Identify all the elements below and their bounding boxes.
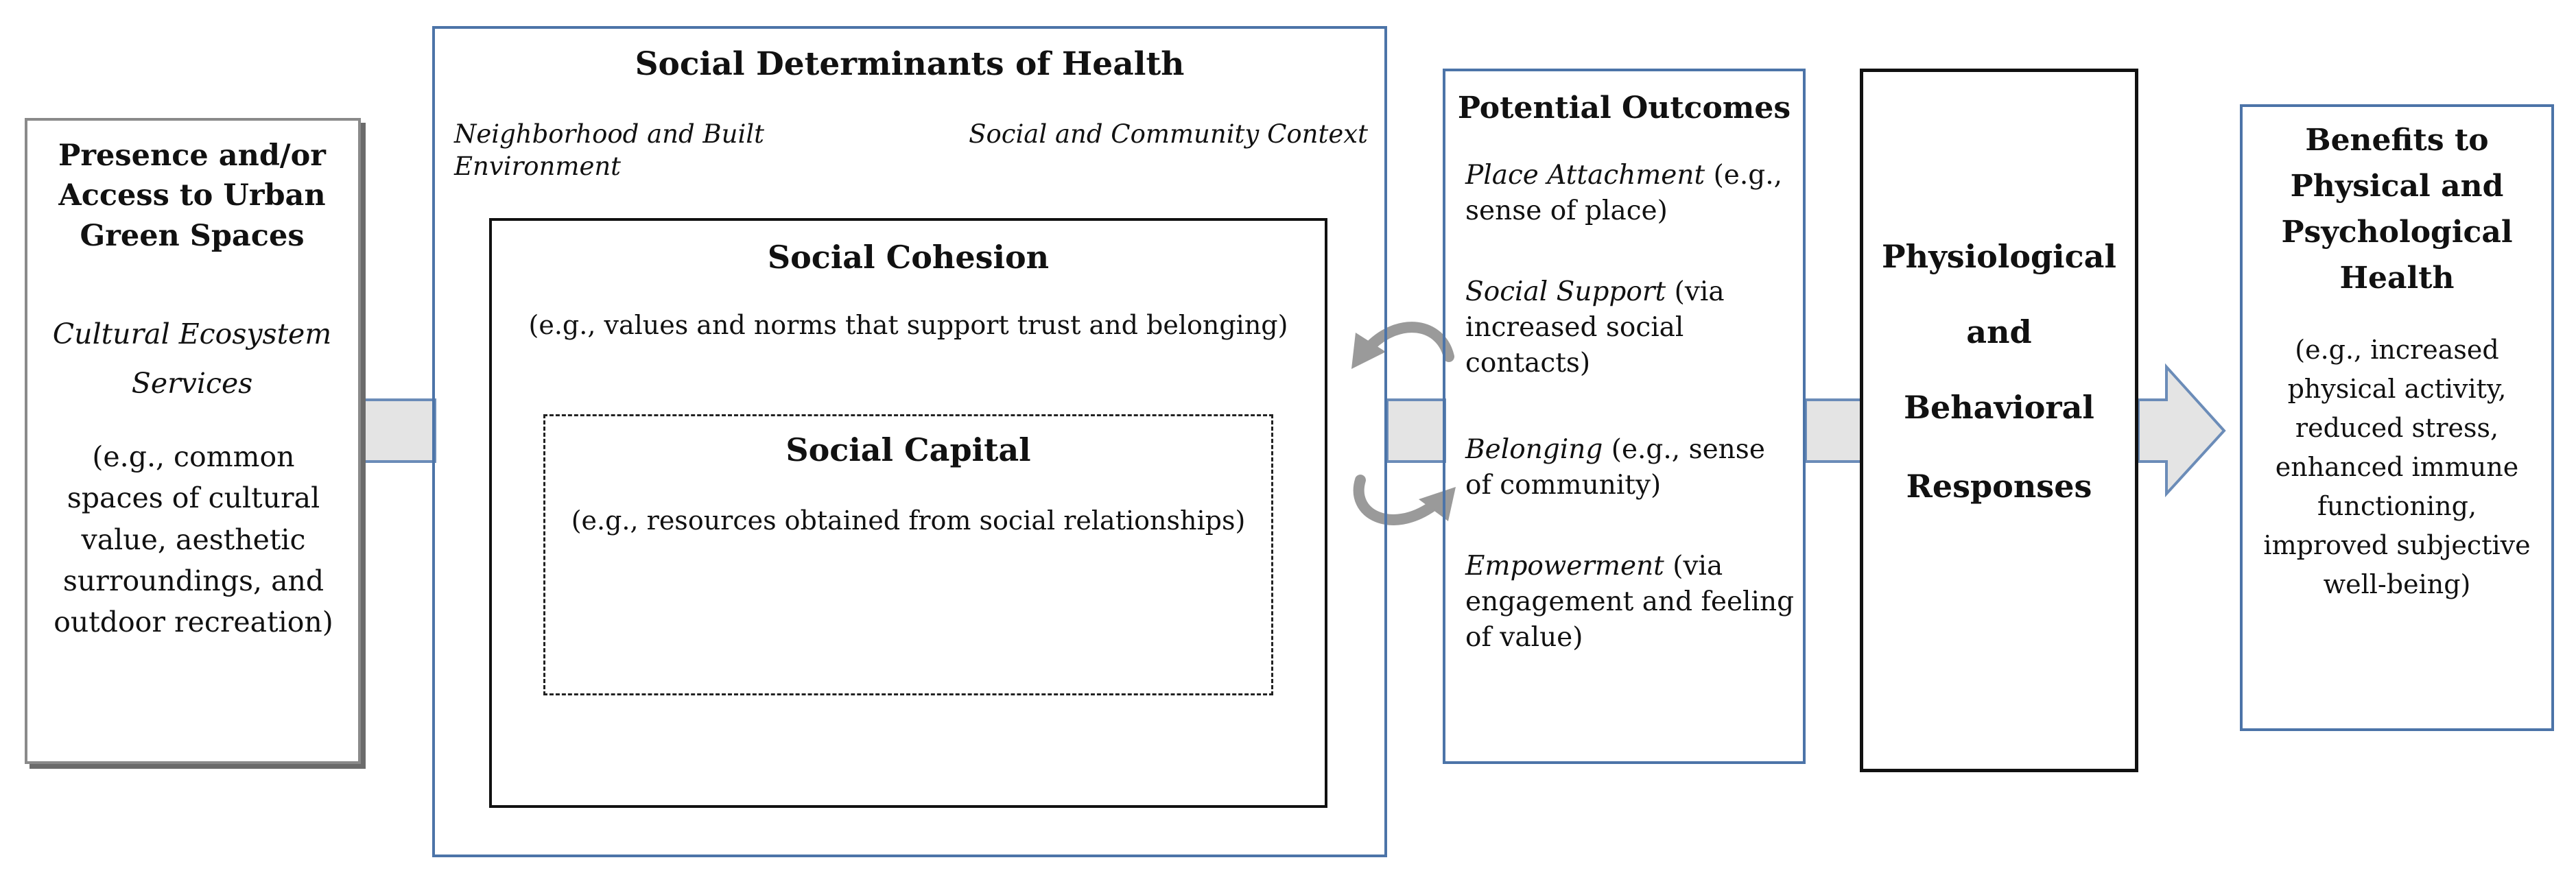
- connector-band-1: [361, 400, 435, 462]
- outcome-term: Empowerment: [1465, 551, 1664, 582]
- social-capital-examples: (e.g., resources obtained from social relationships): [571, 505, 1246, 536]
- arrow-to-benefits: [2138, 367, 2224, 494]
- connector-band-3: [1806, 400, 1862, 462]
- green-spaces-box: [25, 118, 361, 764]
- outcome-item: [1465, 158, 1795, 229]
- green-spaces-title: Presence and/or Access to Urban Green Spaces: [58, 139, 326, 253]
- responses-line: and: [1966, 313, 2032, 350]
- outcome-desc: (e.g., sense of community): [1465, 434, 1765, 501]
- social-cohesion-title: Social Cohesion: [767, 239, 1050, 276]
- sdoh-title: Social Determinants of Health: [635, 45, 1185, 83]
- outcomes-title: Potential Outcomes: [1457, 91, 1791, 126]
- outcome-item: [1465, 549, 1795, 656]
- responses-line: Responses: [1906, 468, 2092, 505]
- green-spaces-subtitle: Cultural Ecosystem Services: [52, 318, 332, 400]
- outcome-term: Belonging: [1465, 434, 1603, 465]
- sdoh-community-label: Social and Community Context: [969, 119, 1368, 149]
- responses-box: [1860, 69, 2138, 772]
- social-cohesion-examples: (e.g., values and norms that support trust and belonging): [528, 310, 1288, 340]
- responses-line: Behavioral: [1904, 389, 2094, 426]
- outcome-desc: (via engagement and feeling of value): [1465, 551, 1795, 653]
- outcome-desc: (e.g., sense of place): [1465, 160, 1783, 226]
- outcome-desc: (via increased social contacts): [1465, 276, 1725, 379]
- green-spaces-examples: (e.g., common spaces of cultural value, aesthetic surroundings, and outdoor recreation): [54, 440, 333, 639]
- social-capital-title: Social Capital: [785, 431, 1031, 468]
- outcome-term: Social Support: [1465, 276, 1666, 307]
- outcome-item: [1465, 432, 1795, 503]
- sdoh-neighborhood-label: Neighborhood and Built Environment: [454, 119, 764, 182]
- benefits-examples: (e.g., increased physical activity, reduced stress, enhanced immune functioning, improved subjective well-being): [2263, 335, 2531, 599]
- benefits-title: Benefits to Physical and Psychological Health: [2281, 123, 2513, 296]
- outcome-item: [1465, 274, 1795, 381]
- social-capital-box: [543, 414, 1273, 695]
- responses-line: Physiological: [1882, 238, 2116, 275]
- benefits-box: [2240, 104, 2554, 731]
- outcome-term: Place Attachment: [1465, 160, 1705, 191]
- connector-band-2: [1387, 400, 1445, 462]
